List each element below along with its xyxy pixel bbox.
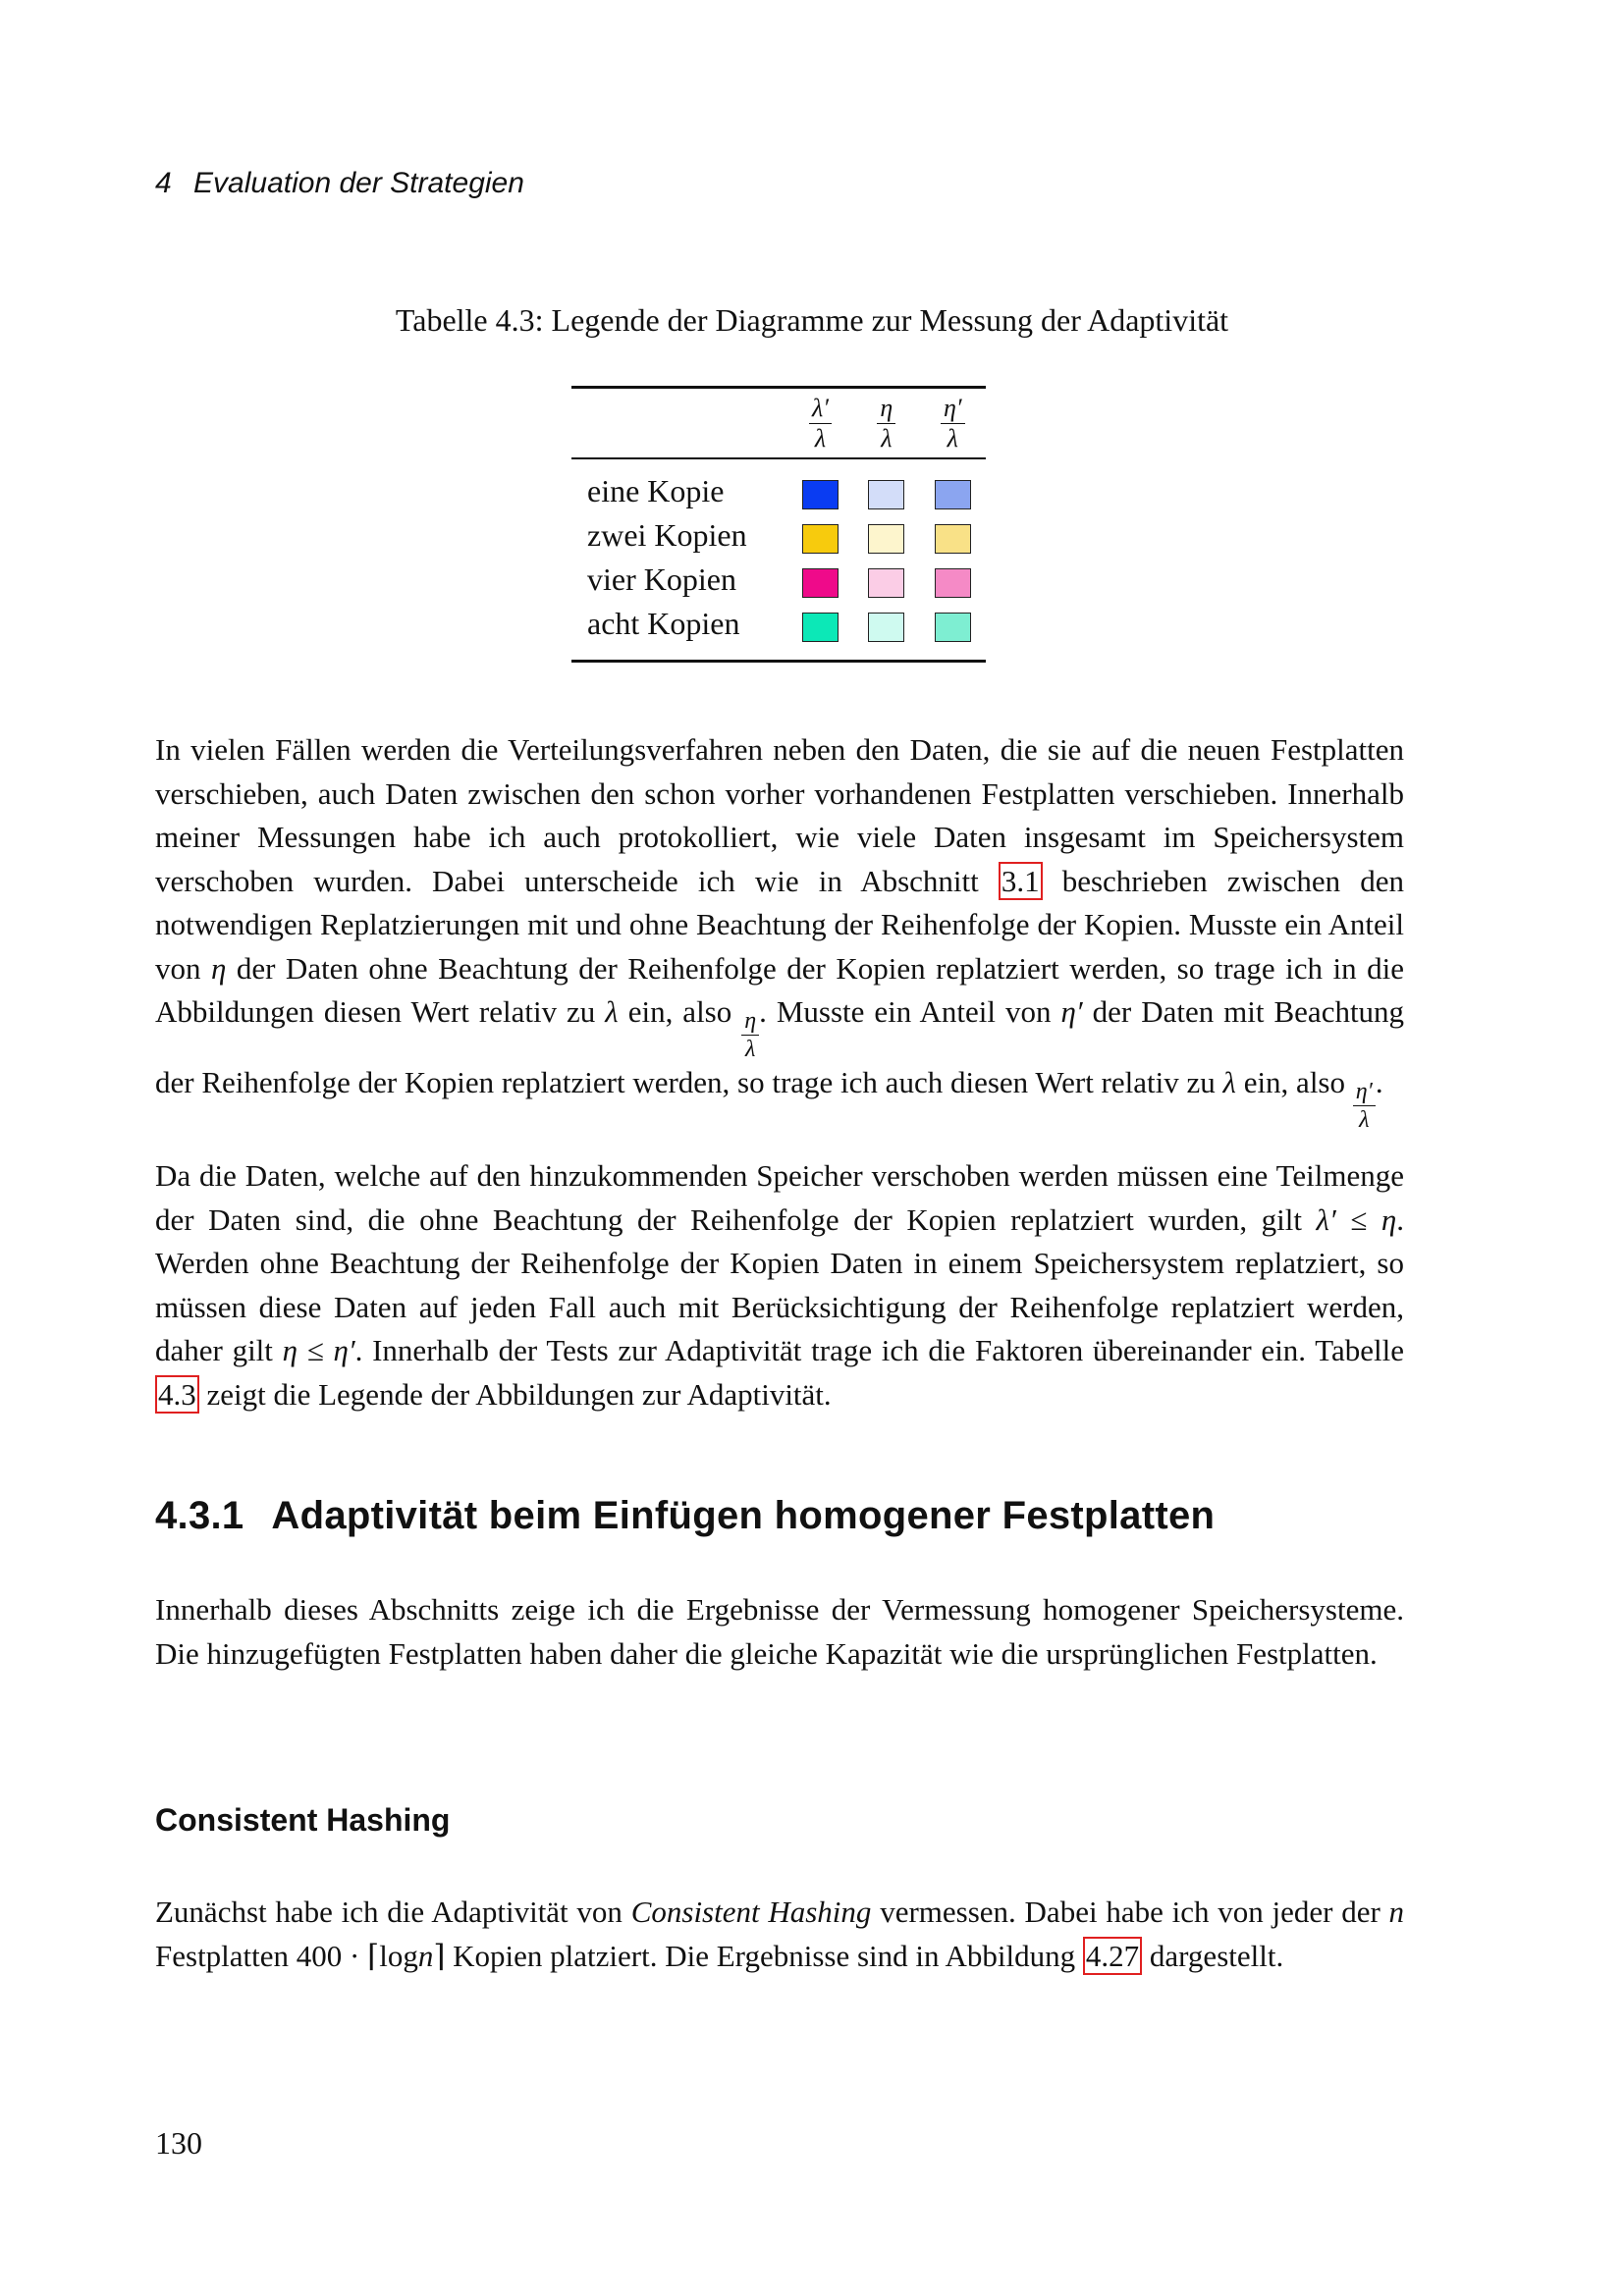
color-swatch — [868, 480, 904, 509]
color-swatch — [935, 568, 971, 598]
color-swatch — [935, 613, 971, 642]
color-swatch — [802, 568, 839, 598]
paragraph-homogeneous: Innerhalb dieses Abschnitts zeige ich die Ergebnisse der Vermessung homogener Speichersysteme. Die hinzugefügten Festplatten haben daher die gleiche Kapazität wie die ursprünglichen Festplatten. — [155, 1592, 1404, 1671]
table-row — [571, 513, 986, 558]
color-swatch — [868, 568, 904, 598]
figure-ref-link[interactable]: 4.27 — [1083, 1937, 1142, 1975]
row-label: vier Kopien — [587, 561, 736, 597]
section-title — [155, 1494, 1215, 1538]
running-head-number: 4 — [155, 167, 172, 199]
color-swatch — [935, 524, 971, 554]
running-head — [155, 167, 524, 200]
table-row — [571, 458, 986, 513]
color-swatch — [802, 613, 839, 642]
color-swatch — [802, 480, 839, 509]
table-row — [571, 602, 986, 662]
color-swatch — [802, 524, 839, 554]
legend-header-empty — [571, 388, 787, 459]
table-caption: Tabelle 4.3: Legende der Diagramme zur Messung der Adaptivität — [395, 302, 1229, 338]
running-head-title: Evaluation der Strategien — [193, 167, 524, 199]
paragraph-replacement: In vielen Fällen werden die Verteilungsverfahren neben den Daten, die sie auf die neuen Festplatten verschieben, auch Daten zwischen den schon vorher vorhandenen Festplatten verschieben. Innerhalb meiner Messungen habe ich auch protokolliert, wie viele Daten insgesamt im Speichersystem verschoben wurden. Dabei unterscheide ich wie in Abschnitt 3.1 beschrieben zwischen den notwendigen Replatzierungen mit und ohne Beachtung der Reihenfolge der Kopien. Musste ein Anteil von η der Daten ohne Beachtung der Reihenfolge der Kopien replatziert werden, so trage ich in die Abbildungen diesen Wert relativ zu λ ein, also $\frac{\eta}{\lambda}$ . Musste ein Anteil von η′ der Daten mit Beachtung der Reihenfolge der Kopien replatziert werden, so trage ich auch diesen Wert relativ zu λ ein, also $\frac{\eta'}{\lambda}$ . — [155, 732, 1405, 1133]
subsection-title: Consistent Hashing — [155, 1802, 451, 1838]
section-title-text: Adaptivität beim Einfügen homogener Festplatten — [271, 1494, 1216, 1537]
row-label: eine Kopie — [587, 473, 725, 508]
table-row — [571, 558, 986, 602]
legend-header-row — [571, 388, 986, 459]
row-label: acht Kopien — [587, 606, 740, 641]
color-swatch — [868, 524, 904, 554]
table-ref-link[interactable]: 4.3 — [155, 1375, 199, 1414]
legend-header-lambda-prime: $\frac{\lambda'}{\lambda}$ — [787, 388, 853, 459]
paragraph-subset: Da die Daten, welche auf den hinzukommenden Speicher verschoben werden müssen eine Teilmenge der Daten sind, die ohne Beachtung der Reihenfolge der Kopien replatziert wurden, gilt λ′ ≤ η. Werden ohne Beachtung der Reihenfolge der Kopien Daten in einem Speichersystem replatziert, so müssen diese Daten auf jeden Fall auch mit Berücksichtigung der Reihenfolge replatziert werden, daher gilt η ≤ η′. Innerhalb der Tests zur Adaptivität trage ich die Faktoren übereinander ein. Tabelle 4.3 zeigt die Legende der Abbildungen zur Adaptivität. — [155, 1158, 1405, 1412]
fraction-eta-lambda: $\frac{\eta}{\lambda}$ — [741, 1009, 759, 1061]
color-swatch — [935, 480, 971, 509]
paragraph-consistent-hashing: Zunächst habe ich die Adaptivität von Consistent Hashing vermessen. Dabei habe ich von jeder der n Festplatten 400 · ⌈logn⌉ Kopien platziert. Die Ergebnisse sind in Abbildung 4.27 dargestellt. — [155, 1895, 1405, 1973]
legend-header-eta: $\frac{\eta}{\lambda}$ — [853, 388, 919, 459]
legend-header-eta-prime: $\frac{\eta'}{\lambda}$ — [920, 388, 986, 459]
row-label: zwei Kopien — [587, 517, 747, 553]
section-ref-link[interactable]: 3.1 — [999, 862, 1043, 900]
color-swatch — [868, 613, 904, 642]
fraction-etaprime-lambda: $\frac{\eta'}{\lambda}$ — [1353, 1080, 1376, 1132]
page-number: 130 — [155, 2125, 202, 2161]
section-number: 4.3.1 — [155, 1494, 244, 1537]
legend-table — [571, 386, 986, 663]
